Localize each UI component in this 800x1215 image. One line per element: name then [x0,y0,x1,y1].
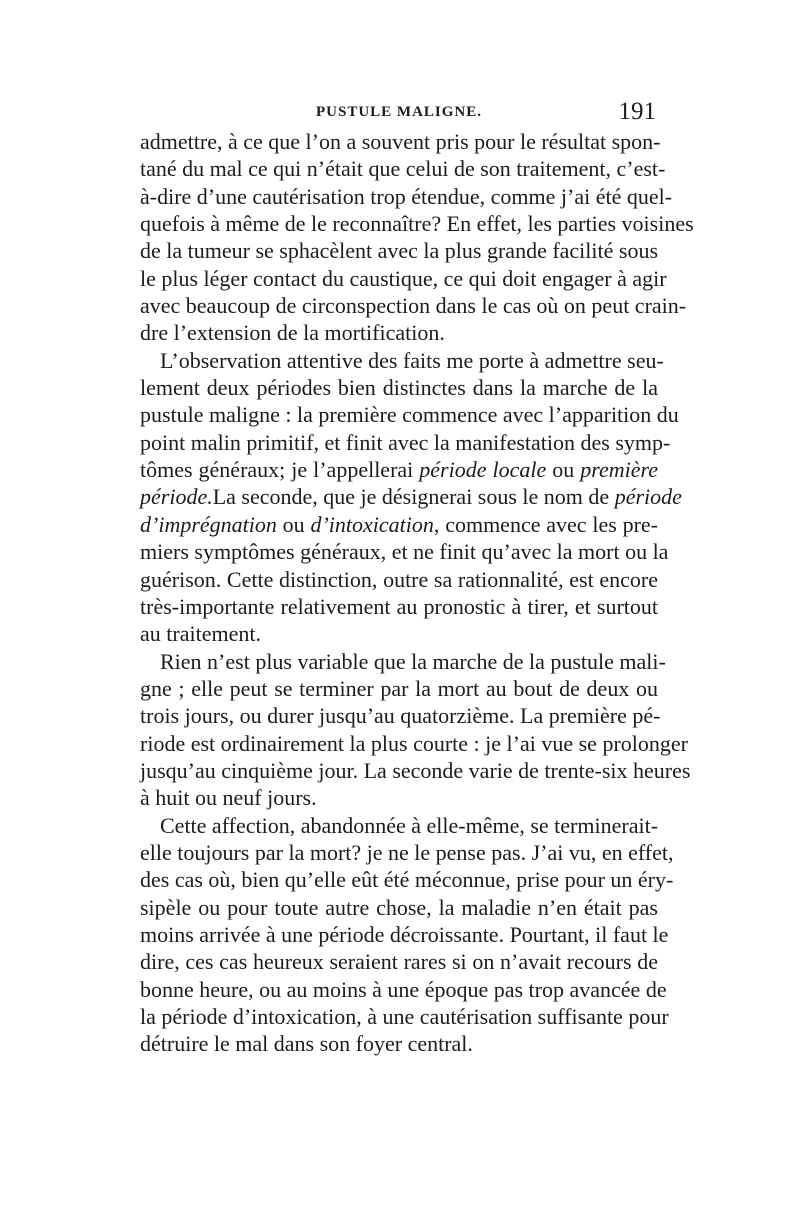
text-span: La seconde, que je désignerai sous le nom de [212,484,615,510]
text-line: Rien n’est plus variable que la marche de la pustule mali- [160,648,666,674]
italic-term: période. [140,484,213,510]
text-span: ou [276,511,311,537]
running-title: PUSTULE MALIGNE. [316,104,483,120]
text-line [140,511,658,538]
italic-term: d’imprégnation [140,511,277,537]
body-text [140,128,694,1058]
text-line: quefois à même de le reconnaître? En effet, les parties voisines [140,211,694,237]
text-line [140,483,682,510]
text-line: sipèle ou pour toute autre chose, la maladie n’en était pas [140,894,658,920]
text-line: riode est ordinairement la plus courte : je l’ai vue se prolonger [140,730,688,756]
italic-term: période [614,484,682,510]
text-line: gne ; elle peut se terminer par la mort au bout de deux ou [140,675,658,701]
text-line: à-dire d’une cautérisation trop étendue, comme j’ai été quel- [140,183,673,209]
text-line: miers symptômes généraux, et ne finit qu’avec la mort ou la [140,539,669,565]
text-line: au traitement. [140,621,261,647]
text-line: bonne heure, ou au moins à une époque pas trop avancée de [140,976,667,1002]
text-line: jusqu’au cinquième jour. La seconde varie de trente-six heures [140,757,691,783]
text-line: admettre, à ce que l’on a souvent pris pour le résultat spon- [140,129,661,154]
running-head [140,98,660,132]
text-line: guérison. Cette distinction, outre sa rationnalité, est encore [140,566,658,592]
text-line: Cette affection, abandonnée à elle-même, se terminerait- [160,812,659,838]
text-line: trois jours, ou durer jusqu’au quatorzième. La première pé- [140,703,661,729]
page-number: 191 [618,98,656,125]
text-line [140,456,658,483]
text-line: dire, ces cas heureux seraient rares si on n’avait recours de [140,949,658,975]
text-line: à huit ou neuf jours. [140,785,317,811]
text-line: avec beaucoup de circonspection dans le cas où on peut crain- [140,293,687,319]
text-span: ou [546,457,581,483]
text-line: elle toujours par la mort? je ne le pense pas. J’ai vu, en effet, [140,839,674,865]
text-line: lement deux périodes bien distinctes dans la marche de la [140,375,658,401]
text-line: de la tumeur se sphacèlent avec la plus grande facilité sous [140,238,659,264]
text-line: très-importante relativement au pronostic à tirer, et surtout [140,593,658,619]
text-line: tané du mal ce qui n’était que celui de son traitement, c’est- [140,156,666,182]
text-line: détruire le mal dans son foyer central. [140,1031,473,1057]
text-span: , commence avec les pre- [433,511,659,537]
text-line: L’observation attentive des faits me porte à admettre seu- [160,347,664,373]
italic-term: première [580,457,659,483]
text-line: moins arrivée à une période décroissante. Pourtant, il faut le [140,921,669,947]
text-line: la période d’intoxication, à une cautérisation suffisante pour [140,1004,669,1029]
text-span: tômes généraux; je l’appellerai [140,457,420,483]
text-line: le plus léger contact du caustique, ce qui doit engager à agir [140,265,667,291]
italic-term: période locale [419,457,547,483]
text-line: des cas où, bien qu’elle eût été méconnue, prise pour un éry- [140,867,674,893]
text-line: point malin primitif, et finit avec la manifestation des symp- [140,429,671,455]
text-line: dre l’extension de la mortification. [140,320,445,346]
text-line: pustule maligne : la première commence avec l’apparition du [140,402,679,428]
italic-term: d’intoxication [310,511,434,537]
